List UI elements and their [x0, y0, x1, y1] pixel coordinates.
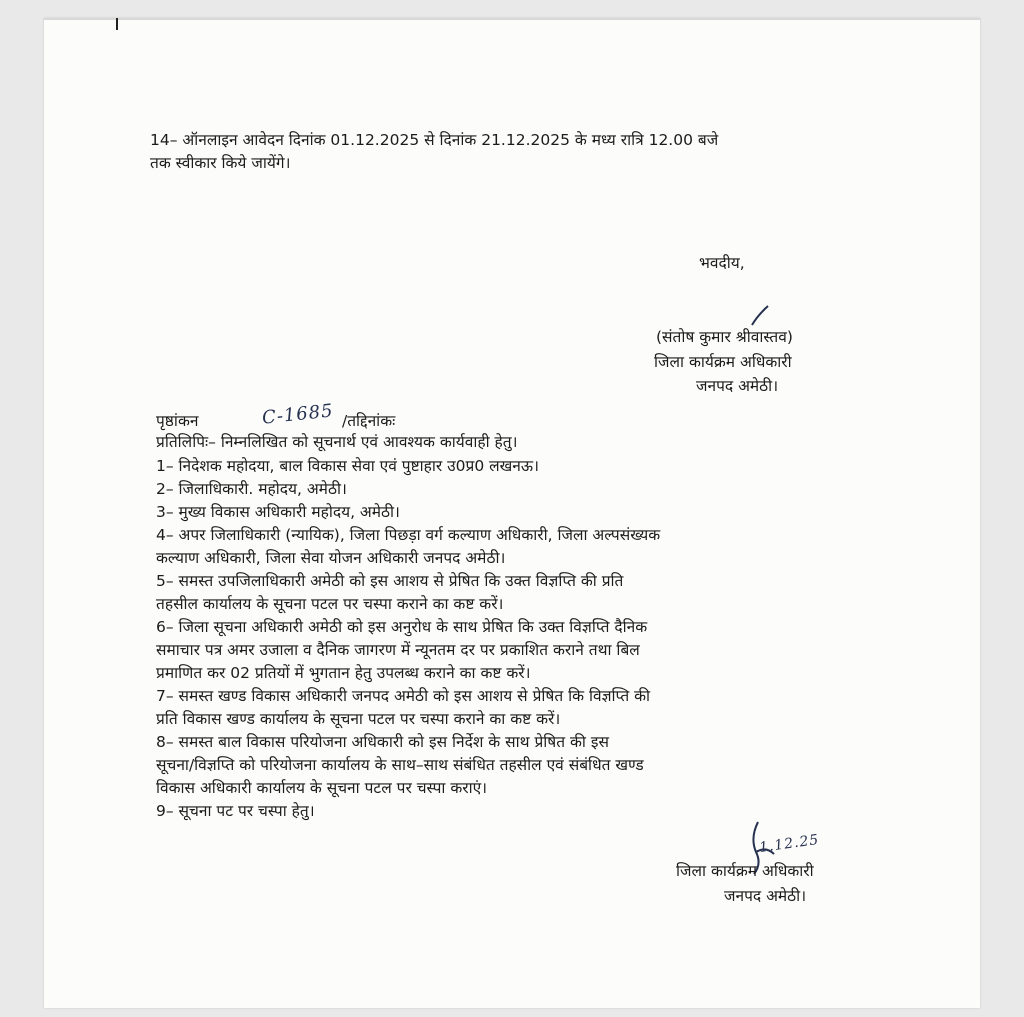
copy-item-line: 2– जिलाधिकारी. महोदय, अमेठी।	[156, 480, 347, 498]
copy-item-line: 3– मुख्य विकास अधिकारी महोदय, अमेठी।	[156, 503, 400, 521]
copy-item-line: कल्याण अधिकारी, जिला सेवा योजन अधिकारी जनपद अमेठी।	[156, 549, 506, 567]
signatory-district: जनपद अमेठी।	[696, 377, 779, 395]
signatory-designation: जिला कार्यक्रम अधिकारी	[654, 353, 792, 371]
copy-item-line: सूचना/विज्ञप्ति को परियोजना कार्यालय के साथ–साथ संबंधित तहसील एवं संबंधित खण्ड	[156, 756, 644, 774]
copy-to-list	[156, 456, 856, 824]
copy-item-5	[156, 571, 856, 617]
signature-tick-mark	[750, 303, 774, 329]
copy-heading: प्रतिलिपिः– निम्नलिखित को सूचनार्थ एवं आवश्यक कार्यवाही हेतु।	[156, 433, 518, 451]
copy-item-line: तहसील कार्यालय के सूचना पटल पर चस्पा कराने का कष्ट करें।	[156, 595, 504, 613]
footer-designation: जिला कार्यक्रम अधिकारी	[676, 862, 814, 880]
point-14-line-1: 14– ऑनलाइन आवेदन दिनांक 01.12.2025 से दिनांक 21.12.2025 के मध्य रात्रि 12.00 बजे	[150, 131, 719, 149]
footer-district: जनपद अमेठी।	[724, 887, 807, 905]
handwritten-reference-number: C-1685	[261, 400, 335, 429]
page-top-border	[44, 18, 980, 20]
copy-item-line: 8– समस्त बाल विकास परियोजना अधिकारी को इस निर्देश के साथ प्रेषित की इस	[156, 733, 609, 751]
copy-item-line: समाचार पत्र अमर उजाला व दैनिक जागरण में न्यूनतम दर पर प्रकाशित कराने तथा बिल	[156, 641, 640, 659]
copy-item-line: 5– समस्त उपजिलाधिकारी अमेठी को इस आशय से प्रेषित कि उक्त विज्ञप्ति की प्रति	[156, 572, 624, 590]
copy-item-line: 1– निदेशक महोदया, बाल विकास सेवा एवं पुष्टाहार उ0प्र0 लखनऊ।	[156, 457, 539, 475]
copy-item-4	[156, 525, 856, 571]
copy-item-8	[156, 732, 856, 801]
point-14-line-2: तक स्वीकार किये जायेंगे।	[150, 154, 291, 172]
reference-label: पृष्ठांकन	[156, 412, 199, 430]
copy-item-line: विकास अधिकारी कार्यालय के सूचना पटल पर चस्पा कराएं।	[156, 779, 488, 797]
reference-date-label: /तद्दिनांकः	[342, 412, 396, 430]
signatory-name: (संतोष कुमार श्रीवास्तव)	[656, 328, 793, 346]
copy-item-7	[156, 686, 856, 732]
copy-item-2	[156, 479, 856, 502]
point-14	[150, 130, 850, 176]
copy-item-line: प्रमाणित कर 02 प्रतियों में भुगतान हेतु उपलब्ध कराने का कष्ट करें।	[156, 664, 531, 682]
copy-item-line: प्रति विकास खण्ड कार्यालय के सूचना पटल पर चस्पा कराने का कष्ट करें।	[156, 710, 561, 728]
salutation: भवदीय,	[699, 254, 745, 272]
copy-item-line: 6– जिला सूचना अधिकारी अमेठी को इस अनुरोध के साथ प्रेषित कि उक्त विज्ञप्ति दैनिक	[156, 618, 648, 636]
document-page	[44, 18, 980, 1008]
copy-item-1	[156, 456, 856, 479]
copy-item-line: 4– अपर जिलाधिकारी (न्यायिक), जिला पिछड़ा वर्ग कल्याण अधिकारी, जिला अल्पसंख्यक	[156, 526, 661, 544]
copy-item-line: 9– सूचना पट पर चस्पा हेतु।	[156, 802, 315, 820]
scan-mark	[116, 18, 118, 30]
copy-item-line: 7– समस्त खण्ड विकास अधिकारी जनपद अमेठी को इस आशय से प्रेषित कि विज्ञप्ति की	[156, 687, 651, 705]
copy-item-6	[156, 617, 856, 686]
copy-item-3	[156, 502, 856, 525]
handwritten-date: 1.12.25	[758, 831, 821, 857]
